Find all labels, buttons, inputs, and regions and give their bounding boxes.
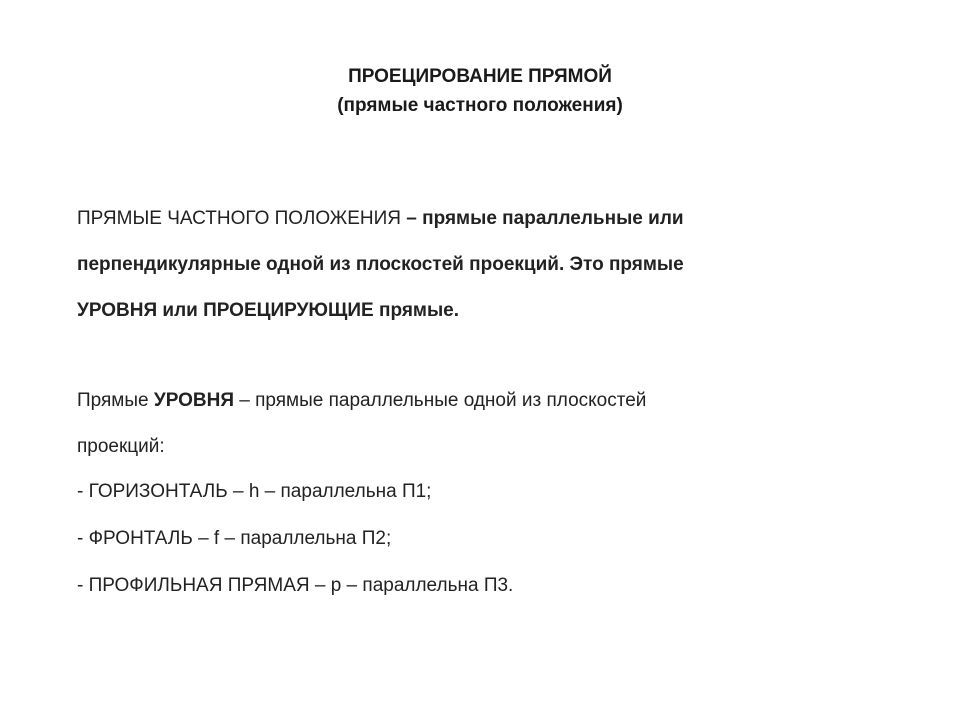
definition-text-1: прямые параллельные или [422, 208, 684, 229]
definition-line-3 [77, 288, 907, 334]
level-lines-paragraph [77, 378, 907, 470]
definition-line-1 [77, 196, 907, 242]
level-line-2: проекций: [77, 436, 165, 457]
list-item-profile: - ПРОФИЛЬНАЯ ПРЯМАЯ – p – параллельна П3. [77, 575, 514, 596]
definition-text-3: прямые. [373, 300, 460, 321]
level-text: – прямые параллельные одной из плоскостей [234, 390, 647, 411]
slide-title: ПРОЕЦИРОВАНИЕ ПРЯМОЙ [348, 66, 612, 87]
level-line-1 [77, 378, 907, 424]
definition-line-2: перпендикулярные одной из плоскостей проекций. Это прямые [77, 254, 684, 275]
definition-paragraph [77, 196, 907, 334]
definition-dash: – [401, 208, 423, 229]
definition-term: ПРЯМЫЕ ЧАСТНОГО ПОЛОЖЕНИЯ [77, 208, 401, 229]
list-item-frontal: - ФРОНТАЛЬ – f – параллельна П2; [77, 528, 392, 549]
list-item-horizontal: - ГОРИЗОНТАЛЬ – h – параллельна П1; [77, 481, 432, 502]
level-prefix: Прямые [77, 390, 154, 411]
level-term: УРОВНЯ [153, 390, 234, 411]
slide-subtitle: (прямые частного положения) [337, 95, 623, 116]
definition-keywords: УРОВНЯ или ПРОЕЦИРУЮЩИЕ [77, 300, 374, 321]
level-lines-list [77, 468, 907, 609]
